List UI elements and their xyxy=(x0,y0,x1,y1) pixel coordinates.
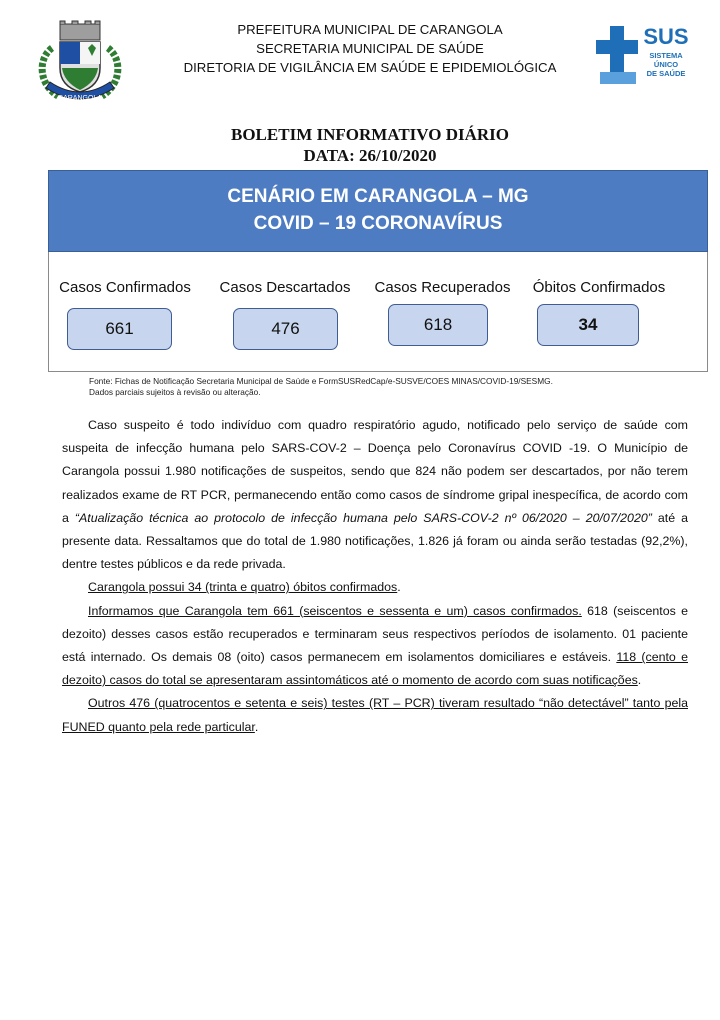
stat-value-discarded: 476 xyxy=(233,308,338,350)
sus-line-2: ÚNICO xyxy=(653,60,679,69)
bulletin-date: DATA: 26/10/2020 xyxy=(303,146,437,165)
paragraph-1: Caso suspeito é todo indivíduo com quadro respiratório agudo, notificado pelo serviço de saúde com suspeita de infecção humana pelo SARS-COV-2 – Doença pelo Coronavírus COVID -19. O Município de Carangola possui 1.980 notificações de suspeitos, sendo que 824 não podem ser descartados, por não terem realizados exame de RT PCR, permanecendo então como casos de síndrome gripal inespecífica, de acordo com a “Atualização técnica ao protocolo de infecção humana pelo SARS-COV-2 nº 06/2020 – 20/07/2020” até a presente data. Ressaltamos que do total de 1.980 notificações, 1.826 já foram ou ainda serão testadas (92,2%), dentre testes públicos e da rede privada. xyxy=(62,418,688,572)
header-line-2: SECRETARIA MUNICIPAL DE SAÚDE xyxy=(256,41,484,56)
header-text xyxy=(140,20,600,77)
municipal-crest-icon xyxy=(30,18,130,110)
paragraph-3: Informamos que Carangola tem 661 (seiscentos e sessenta e um) casos confirmados. 618 (seiscentos e dezoito) desses casos estão recuperados e terminaram seus respectivos períodos de isolamento. 01 paciente está internado. Os demais 08 (oito) casos permanecem em isolamentos domiciliares e estáveis. 118 (cento e dezoito) casos do total se apresentaram assintomáticos até o momento de acordo com suas notificações. xyxy=(62,603,689,688)
stat-label-recovered: Casos Recuperados xyxy=(374,279,511,296)
stat-label-discarded: Casos Descartados xyxy=(219,279,351,296)
stat-label-deaths: Óbitos Confirmados xyxy=(532,279,666,296)
header-line-1: PREFEITURA MUNICIPAL DE CARANGOLA xyxy=(237,22,503,37)
stat-label-confirmed: Casos Confirmados xyxy=(59,279,191,296)
stat-value-confirmed: 661 xyxy=(67,308,172,350)
banner-line-2: COVID – 19 CORONAVÍRUS xyxy=(253,213,503,234)
sus-line-1: SISTEMA xyxy=(649,51,683,60)
body-text xyxy=(62,414,688,739)
crest-text: CARANGOLA xyxy=(58,95,102,102)
source-line-2: Dados parciais sujeitos à revisão ou alteração. xyxy=(89,386,261,397)
sus-logo-icon xyxy=(596,22,696,88)
source-note xyxy=(89,376,689,397)
bulletin-heading xyxy=(120,124,620,166)
source-line-1: Fonte: Fichas de Notificação Secretaria Municipal de Saúde e FormSUSRedCap/e-SUSVE/COES MINAS/COVID-19/SESMG. xyxy=(89,376,553,386)
banner-line-1: CENÁRIO EM CARANGOLA – MG xyxy=(227,186,529,207)
header-line-3: DIRETORIA DE VIGILÂNCIA EM SAÚDE E EPIDEMIOLÓGICA xyxy=(183,60,557,75)
stat-value-deaths: 34 xyxy=(537,304,639,346)
paragraph-2: Carangola possui 34 (trinta e quatro) óbitos confirmados. xyxy=(88,580,401,595)
paragraph-4: Outros 476 (quatrocentos e setenta e seis) testes (RT – PCR) tiveram resultado “não detectável” tanto pela FUNED quanto pela rede particular. xyxy=(62,696,688,734)
bulletin-title: BOLETIM INFORMATIVO DIÁRIO xyxy=(231,125,509,144)
sus-acronym: SUS xyxy=(643,24,689,49)
scenario-banner xyxy=(48,170,708,252)
stat-value-recovered: 618 xyxy=(388,304,488,346)
sus-line-3: DE SAÚDE xyxy=(646,69,686,78)
